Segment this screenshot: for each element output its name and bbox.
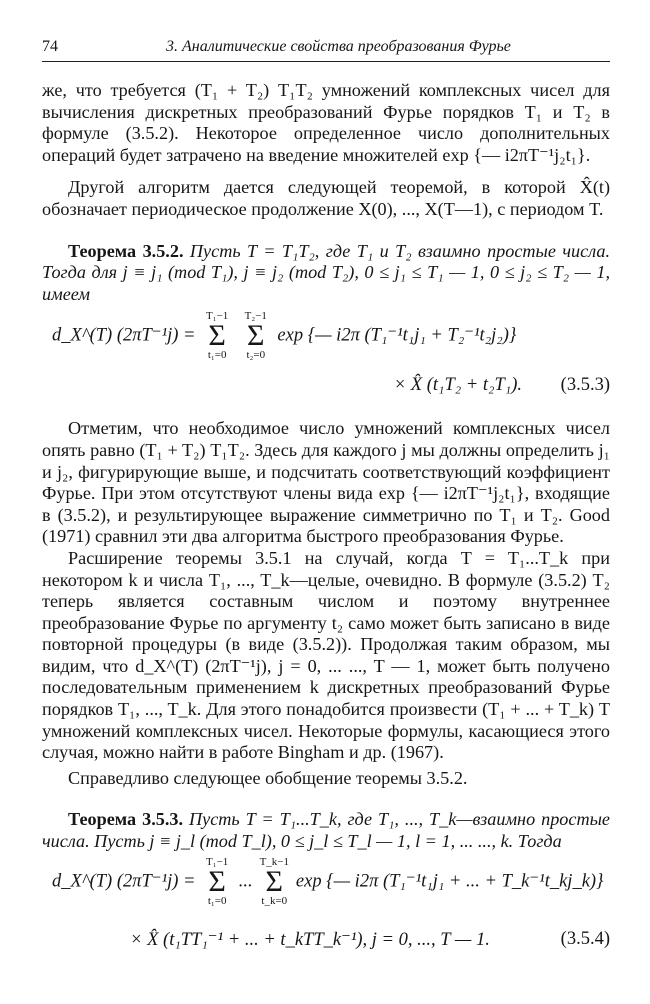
equation-rhs-2: × X̂ (t₁TT₁⁻¹ + ... + t_kTT_k⁻¹), j = 0, ..., T — 1. bbox=[130, 929, 490, 950]
theorem-3-5-2 bbox=[42, 241, 610, 306]
summation-t1: T₁−1 Σ t₁=0 bbox=[206, 310, 229, 362]
page-number: 74 bbox=[42, 38, 58, 55]
running-title: 3. Аналитические свойства преобразования Фурье bbox=[166, 38, 511, 55]
summation-tk: T_k−1 Σ t_k=0 bbox=[259, 855, 289, 907]
theorem-body: Пусть T = T₁...T_k, где T₁, ..., T_k—взаимно простые числа. Пусть j ≡ j_l (mod T_l), 0 ≤ j_l ≤ T_l — 1, l = 1, ... ..., k. Тогда bbox=[42, 809, 610, 852]
theorem-label: Теорема 3.5.2. bbox=[68, 240, 184, 261]
equation-rhs-1: exp {— i2π (T₁⁻¹t₁j₁ + T₂⁻¹t₂j₂)} bbox=[277, 325, 517, 346]
theorem-body: Пусть T = T₁T₂, где T₁ и T₂ взаимно простые числа. Тогда для j ≡ j₁ (mod T₁), j ≡ j₂ (mod T₂), 0 ≤ j₁ ≤ T₁ — 1, 0 ≤ j₂ ≤ T₂ — 1, имеем bbox=[42, 240, 610, 304]
summation-dots: ... bbox=[238, 870, 253, 891]
summation-t2: T₂−1 Σ t₂=0 bbox=[244, 310, 267, 362]
equation-3-5-4 bbox=[42, 853, 610, 963]
equation-lhs: d_X^(T) (2πT⁻¹j) = bbox=[52, 325, 196, 346]
equation-rhs-2: × X̂ (t₁T₂ + t₂T₁). bbox=[393, 375, 522, 396]
equation-lhs: d_X^(T) (2πT⁻¹j) = bbox=[52, 870, 196, 891]
theorem-3-5-3 bbox=[42, 809, 610, 852]
equation-number: (3.5.3) bbox=[560, 375, 610, 396]
paragraph-1: же, что требуется (T₁ + T₂) T₁T₂ умножений комплексных чисел для вычисления дискретных преобразований Фурье порядков T₁ и T₂ в формуле (3.5.2). Некоторое определенное число дополнительных операций будет затрачено на введение множителей exp {— i2πT⁻¹j₂t₁}. bbox=[42, 80, 610, 165]
paragraph-4: Расширение теоремы 3.5.1 на случай, когда T = T₁...T_k при некотором k и числа T₁, ..., T_k—целые, очевидно. В формуле (3.5.2) T₂ теперь является составным числом и поэтому внутреннее преобразование Фурье по аргументу t₂ само может быть записано в виде повторной процедуры (в виде (3.5.2)). Продолжая таким образом, мы видим, что d_X^(T) (2πT⁻¹j), j = 0, ... ..., T — 1, может быть получено последовательным применением k дискретных преобразований Фурье порядков T₁, ..., T_k. Для этого понадобится произвести (T₁ + ... + T_k) T умножений комплексных чисел. Некоторые формулы, касающиеся этого случая, можно найти в работе Bingham и др. (1967). bbox=[42, 547, 610, 763]
theorem-label: Теорема 3.5.3. bbox=[68, 809, 184, 830]
paragraph-5: Справедливо следующее обобщение теоремы 3.5.2. bbox=[68, 767, 468, 788]
paragraph-2: Другой алгоритм дается следующей теоремой, в которой X̂(t) обозначает периодическое продолжение X(0), ..., X(T—1), с периодом T. bbox=[42, 177, 610, 219]
equation-rhs-1: exp {— i2π (T₁⁻¹t₁j₁ + ... + T_k⁻¹t_kj_k)} bbox=[295, 870, 604, 891]
equation-number: (3.5.4) bbox=[560, 928, 610, 949]
equation-3-5-3 bbox=[42, 305, 610, 407]
running-header bbox=[42, 38, 610, 62]
paragraph-3: Отметим, что необходимое число умножений комплексных чисел опять равно (T₁ + T₂) T₁T₂. Здесь для каждого j мы должны определить j₁ и j₂, фигурирующие выше, и подсчитать соответствующий коэффициент Фурье. При этом отсутствуют члены вида exp {— i2πT⁻¹j₂t₁}, входящие в (3.5.2), и результирующее выражение симметрично по T₁ и T₂. Good (1971) сравнил эти два алгоритма быстрого преобразования Фурье. bbox=[42, 418, 610, 547]
summation-t1: T₁−1 Σ t₁=0 bbox=[206, 855, 229, 907]
